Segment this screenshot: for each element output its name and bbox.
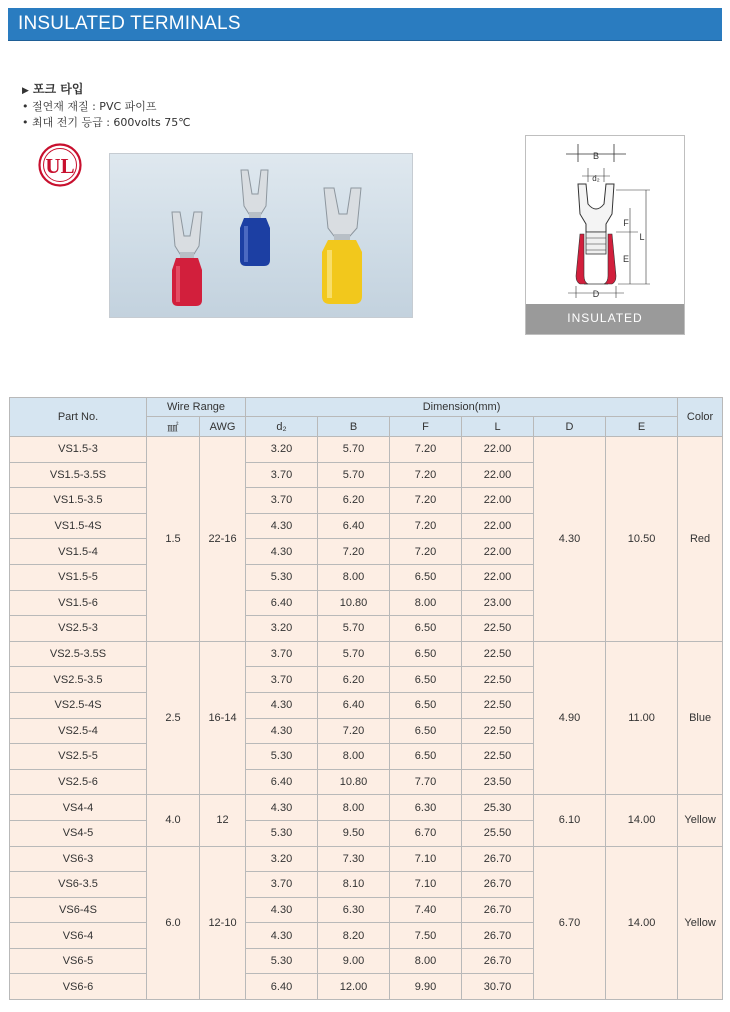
cell-d: 4.90 xyxy=(534,641,606,795)
cell-l: 22.50 xyxy=(462,692,534,718)
cell-part-no: VS4-4 xyxy=(10,795,147,821)
triangle-bullet-icon: ▶ xyxy=(22,86,29,96)
cell-e: 14.00 xyxy=(606,846,678,1000)
cell-b: 8.20 xyxy=(318,923,390,949)
spec-heading-row xyxy=(22,81,191,99)
cell-b: 7.20 xyxy=(318,718,390,744)
diagram-caption: INSULATED xyxy=(567,311,643,325)
cell-l: 30.70 xyxy=(462,974,534,1000)
cell-part-no: VS2.5-4S xyxy=(10,692,147,718)
cell-l: 22.00 xyxy=(462,488,534,514)
table-row xyxy=(10,437,723,463)
cell-f: 7.20 xyxy=(390,539,462,565)
cell-f: 8.00 xyxy=(390,948,462,974)
table-row xyxy=(10,846,723,872)
terminal-drawing xyxy=(526,136,684,304)
cell-b: 6.30 xyxy=(318,897,390,923)
cell-color: Yellow xyxy=(678,795,723,846)
cell-awg: 12-10 xyxy=(200,846,246,1000)
cell-d2: 3.20 xyxy=(246,437,318,463)
cell-d2: 5.30 xyxy=(246,820,318,846)
label-d: D xyxy=(592,289,600,299)
header-b: B xyxy=(318,417,390,437)
cell-d: 4.30 xyxy=(534,437,606,642)
cell-l: 22.50 xyxy=(462,744,534,770)
cell-l: 23.50 xyxy=(462,769,534,795)
cell-part-no: VS4-5 xyxy=(10,820,147,846)
cell-b: 6.40 xyxy=(318,692,390,718)
label-e: E xyxy=(622,254,630,264)
header-color: Color xyxy=(678,398,723,437)
cell-f: 7.50 xyxy=(390,923,462,949)
cell-f: 7.20 xyxy=(390,462,462,488)
cell-part-no: VS1.5-4S xyxy=(10,513,147,539)
cell-awg: 22-16 xyxy=(200,437,246,642)
cell-part-no: VS6-4 xyxy=(10,923,147,949)
cell-part-no: VS2.5-6 xyxy=(10,769,147,795)
header-d: D xyxy=(534,417,606,437)
cell-l: 26.70 xyxy=(462,872,534,898)
cell-d2: 4.30 xyxy=(246,923,318,949)
cell-l: 26.70 xyxy=(462,897,534,923)
cell-d2: 4.30 xyxy=(246,539,318,565)
cell-part-no: VS6-3 xyxy=(10,846,147,872)
cell-part-no: VS2.5-4 xyxy=(10,718,147,744)
header-d2: d₂ xyxy=(246,417,318,437)
cell-b: 8.00 xyxy=(318,795,390,821)
cell-d2: 6.40 xyxy=(246,590,318,616)
cell-f: 7.70 xyxy=(390,769,462,795)
cell-l: 22.50 xyxy=(462,641,534,667)
cell-l: 22.50 xyxy=(462,718,534,744)
cell-b: 6.40 xyxy=(318,513,390,539)
cell-color: Red xyxy=(678,437,723,642)
diagram-caption-bar xyxy=(526,304,684,334)
ul-logo-text: UL xyxy=(45,154,75,178)
table-row xyxy=(10,641,723,667)
cell-d2: 3.70 xyxy=(246,641,318,667)
cell-l: 22.00 xyxy=(462,564,534,590)
cell-l: 26.70 xyxy=(462,846,534,872)
cell-part-no: VS2.5-3.5S xyxy=(10,641,147,667)
label-d2: d₂ xyxy=(592,174,600,183)
table-row xyxy=(10,795,723,821)
header-mm2: ㎟ xyxy=(147,417,200,437)
yellow-fork-terminal xyxy=(322,188,362,304)
cell-f: 6.50 xyxy=(390,641,462,667)
cell-b: 8.00 xyxy=(318,744,390,770)
dimension-diagram xyxy=(525,135,685,335)
label-l: L xyxy=(639,232,645,242)
cell-l: 23.00 xyxy=(462,590,534,616)
cell-f: 7.20 xyxy=(390,488,462,514)
cell-f: 7.40 xyxy=(390,897,462,923)
cell-d2: 4.30 xyxy=(246,795,318,821)
cell-f: 9.90 xyxy=(390,974,462,1000)
cell-part-no: VS2.5-3.5 xyxy=(10,667,147,693)
cell-b: 9.50 xyxy=(318,820,390,846)
cell-l: 25.50 xyxy=(462,820,534,846)
cell-d2: 3.20 xyxy=(246,616,318,642)
cell-d2: 3.70 xyxy=(246,667,318,693)
cell-mm2: 2.5 xyxy=(147,641,200,795)
cell-color: Yellow xyxy=(678,846,723,1000)
cell-l: 22.50 xyxy=(462,616,534,642)
header-e: E xyxy=(606,417,678,437)
cell-d2: 4.30 xyxy=(246,692,318,718)
cell-f: 7.10 xyxy=(390,846,462,872)
spec-table xyxy=(9,397,723,1000)
page-title: INSULATED TERMINALS xyxy=(18,13,241,34)
cell-d2: 4.30 xyxy=(246,718,318,744)
cell-f: 7.20 xyxy=(390,513,462,539)
header-part-no: Part No. xyxy=(10,398,147,437)
cell-part-no: VS1.5-6 xyxy=(10,590,147,616)
cell-e: 10.50 xyxy=(606,437,678,642)
cell-part-no: VS6-5 xyxy=(10,948,147,974)
cell-d2: 3.70 xyxy=(246,462,318,488)
cell-l: 26.70 xyxy=(462,923,534,949)
cell-part-no: VS1.5-3.5S xyxy=(10,462,147,488)
cell-f: 6.50 xyxy=(390,564,462,590)
cell-f: 7.10 xyxy=(390,872,462,898)
cell-b: 7.20 xyxy=(318,539,390,565)
cell-d2: 5.30 xyxy=(246,564,318,590)
cell-part-no: VS1.5-5 xyxy=(10,564,147,590)
cell-part-no: VS6-3.5 xyxy=(10,872,147,898)
cell-e: 14.00 xyxy=(606,795,678,846)
cell-b: 10.80 xyxy=(318,769,390,795)
cell-l: 22.00 xyxy=(462,437,534,463)
spec-material: • 절연재 재질 : PVC 파이프 xyxy=(22,100,157,113)
cell-b: 8.00 xyxy=(318,564,390,590)
spec-heading: 포크 타입 xyxy=(32,82,84,96)
cell-b: 9.00 xyxy=(318,948,390,974)
header-wire-range: Wire Range xyxy=(147,398,246,417)
cell-awg: 16-14 xyxy=(200,641,246,795)
cell-d2: 6.40 xyxy=(246,769,318,795)
cell-d2: 6.40 xyxy=(246,974,318,1000)
cell-d2: 3.20 xyxy=(246,846,318,872)
ul-logo-icon xyxy=(38,143,82,187)
cell-part-no: VS1.5-3.5 xyxy=(10,488,147,514)
cell-f: 7.20 xyxy=(390,437,462,463)
cell-color: Blue xyxy=(678,641,723,795)
header-dimension: Dimension(mm) xyxy=(246,398,678,417)
cell-b: 5.70 xyxy=(318,616,390,642)
blue-fork-terminal xyxy=(240,170,270,266)
cell-b: 7.30 xyxy=(318,846,390,872)
spec-rating: • 최대 전기 등급 : 600volts 75℃ xyxy=(22,116,191,129)
product-photo xyxy=(109,153,413,318)
cell-mm2: 4.0 xyxy=(147,795,200,846)
spec-block xyxy=(22,81,191,131)
cell-b: 5.70 xyxy=(318,641,390,667)
cell-f: 6.50 xyxy=(390,718,462,744)
cell-d2: 5.30 xyxy=(246,744,318,770)
header-l: L xyxy=(462,417,534,437)
cell-f: 6.30 xyxy=(390,795,462,821)
title-bar xyxy=(8,8,722,41)
label-f: F xyxy=(623,218,629,228)
cell-f: 6.70 xyxy=(390,820,462,846)
cell-part-no: VS1.5-3 xyxy=(10,437,147,463)
cell-l: 26.70 xyxy=(462,948,534,974)
cell-b: 6.20 xyxy=(318,488,390,514)
cell-part-no: VS6-4S xyxy=(10,897,147,923)
cell-d2: 5.30 xyxy=(246,948,318,974)
cell-f: 8.00 xyxy=(390,590,462,616)
cell-awg: 12 xyxy=(200,795,246,846)
red-fork-terminal xyxy=(172,212,202,306)
label-b: B xyxy=(592,151,600,161)
cell-d2: 4.30 xyxy=(246,513,318,539)
cell-d2: 3.70 xyxy=(246,872,318,898)
cell-d2: 3.70 xyxy=(246,488,318,514)
cell-l: 22.00 xyxy=(462,539,534,565)
cell-d2: 4.30 xyxy=(246,897,318,923)
cell-d: 6.10 xyxy=(534,795,606,846)
cell-b: 10.80 xyxy=(318,590,390,616)
cell-f: 6.50 xyxy=(390,744,462,770)
header-f: F xyxy=(390,417,462,437)
cell-l: 22.00 xyxy=(462,513,534,539)
cell-b: 8.10 xyxy=(318,872,390,898)
cell-f: 6.50 xyxy=(390,667,462,693)
cell-part-no: VS2.5-5 xyxy=(10,744,147,770)
cell-l: 22.50 xyxy=(462,667,534,693)
cell-f: 6.50 xyxy=(390,692,462,718)
cell-f: 6.50 xyxy=(390,616,462,642)
cell-part-no: VS6-6 xyxy=(10,974,147,1000)
cell-b: 5.70 xyxy=(318,437,390,463)
cell-part-no: VS1.5-4 xyxy=(10,539,147,565)
cell-mm2: 1.5 xyxy=(147,437,200,642)
cell-part-no: VS2.5-3 xyxy=(10,616,147,642)
header-awg: AWG xyxy=(200,417,246,437)
cell-mm2: 6.0 xyxy=(147,846,200,1000)
cell-l: 25.30 xyxy=(462,795,534,821)
cell-e: 11.00 xyxy=(606,641,678,795)
cell-b: 6.20 xyxy=(318,667,390,693)
cell-d: 6.70 xyxy=(534,846,606,1000)
cell-b: 5.70 xyxy=(318,462,390,488)
cell-l: 22.00 xyxy=(462,462,534,488)
cell-b: 12.00 xyxy=(318,974,390,1000)
